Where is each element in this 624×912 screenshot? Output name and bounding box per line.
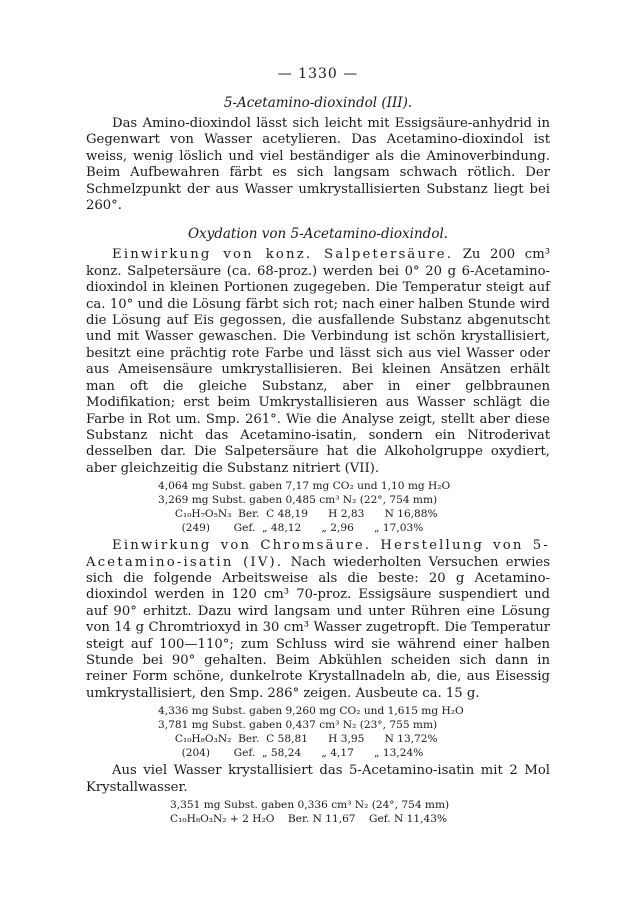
analysis-block-isatin [86,704,550,760]
analysis-block-nitro [86,479,550,535]
document-page [86,66,550,829]
run-in-heading-salpetersaeure: Einwirkung von konz. Salpetersäure. [112,247,454,263]
analysis-block-hydrate [86,798,550,826]
analysis-line: 3,781 mg Subst. gaben 0,437 cm³ N₂ (23°, 755 mm) [158,719,438,732]
analysis-line: 3,269 mg Subst. gaben 0,485 cm³ N₂ (22°, 754 mm) [158,494,438,507]
analysis-line: 4,336 mg Subst. gaben 9,260 mg CO₂ und 1,615 mg H₂O [158,705,464,718]
analysis-line: C₁₀H₈O₃N₂ + 2 H₂O Ber. N 11,67 Gef. N 11,43% [170,813,448,825]
analysis-line: 3,351 mg Subst. gaben 0,336 cm³ N₂ (24°, 754 mm) [170,799,450,811]
paragraph-acetylation: Das Amino-dioxindol lässt sich leicht mit Essigsäure-anhydrid in Gegenwart von Wasser acetylieren. Das Acetamino-dioxindol ist weiss, wenig löslich und viel beständiger als die Aminoverbindung. Beim Aufbewahren färbt es sich langsam schwach rötlich. Der Schmelzpunkt der aus Wasser umkrystallisierten Substanz liegt bei 260°. [86,116,550,214]
analysis-line: (249) Gef. „ 48,12 „ 2,96 „ 17,03% [158,522,424,535]
paragraph-chromsaeure-text: Nach wiederholten Versuchen erwies sich die folgende Arbeitsweise als die beste: 20 g Acetamino-dioxindol werden in 120 cm³ 70-proz. Essigsäure suspendiert und auf 90° erhitzt. Dazu wird langsam und unter Rühren eine Lösung von 14 g Chromtrioxyd in 30 cm³ Wasser zugetropft. Die Temperatur steigt auf 100—110°; zum Schluss wird sie während einer halben Stunde bei 90° gehalten. Beim Abkühlen scheiden sich dann in reiner Form schöne, dunkelrote Krystallnadeln ab, die, aus Eisessig umkrystallisiert, den Smp. 286° zeigen. Ausbeute ca. 15 g. [86,554,550,701]
section-heading-oxydation: Oxydation von 5-Acetamino-dioxindol. [187,226,449,243]
paragraph-krystallwasser: Aus viel Wasser krystallisiert das 5-Acetamino-isatin mit 2 Mol Krystallwasser. [86,763,550,795]
analysis-line: 4,064 mg Subst. gaben 7,17 mg CO₂ und 1,10 mg H₂O [158,480,451,493]
paragraph-salpetersaeure-text: Zu 200 cm³ konz. Salpetersäure (ca. 68-proz.) werden bei 0° 20 g 6-Acetamino-dioxindol in kleinen Portionen zugegeben. Die Temperatur steigt auf ca. 10° und die Lösung färbt sich rot; nach einer halben Stunde wird die Lösung auf Eis gegossen, die ausfallende Substanz abgenutscht und mit Wasser gewaschen. Die Verbindung ist schön krystallisiert, besitzt eine prächtig rote Farbe und lässt sich aus viel Wasser oder aus Ameisensäure umkrystallisieren. Bei kleinen Ansätzen erhält man oft die gleiche Substanz, aber in einer gelbbraunen Modifikation; erst beim Umkrystallisieren aus Wasser schlägt die Farbe in Rot um. Smp. 261°. Wie die Analyse zeigt, stellt aber diese Substanz nicht das Acetamino-isatin, sondern ein Nitroderivat desselben dar. Die Salpetersäure hat die Alkoholgruppe oxydiert, aber gleichzeitig die Substanz nitriert (VII). [86,247,550,476]
section-heading-acetamino-dioxindol: 5-Acetamino-dioxindol (III). [223,95,413,111]
analysis-line: C₁₀H₈O₃N₂ Ber. C 58,81 H 3,95 N 13,72% [158,733,438,746]
page-number: — 1330 — [277,66,359,82]
analysis-line: (204) Gef. „ 58,24 „ 4,17 „ 13,24% [158,747,424,760]
run-in-heading-chromsaeure: Einwirkung von Chromsäure. Herstellung von 5-Acetamino-isatin (IV). [86,538,550,570]
paragraph-salpetersaeure [86,247,550,477]
paragraph-chromsaeure [86,538,550,702]
analysis-line: C₁₀H₇O₅N₃ Ber. C 48,19 H 2,83 N 16,88% [158,508,438,521]
